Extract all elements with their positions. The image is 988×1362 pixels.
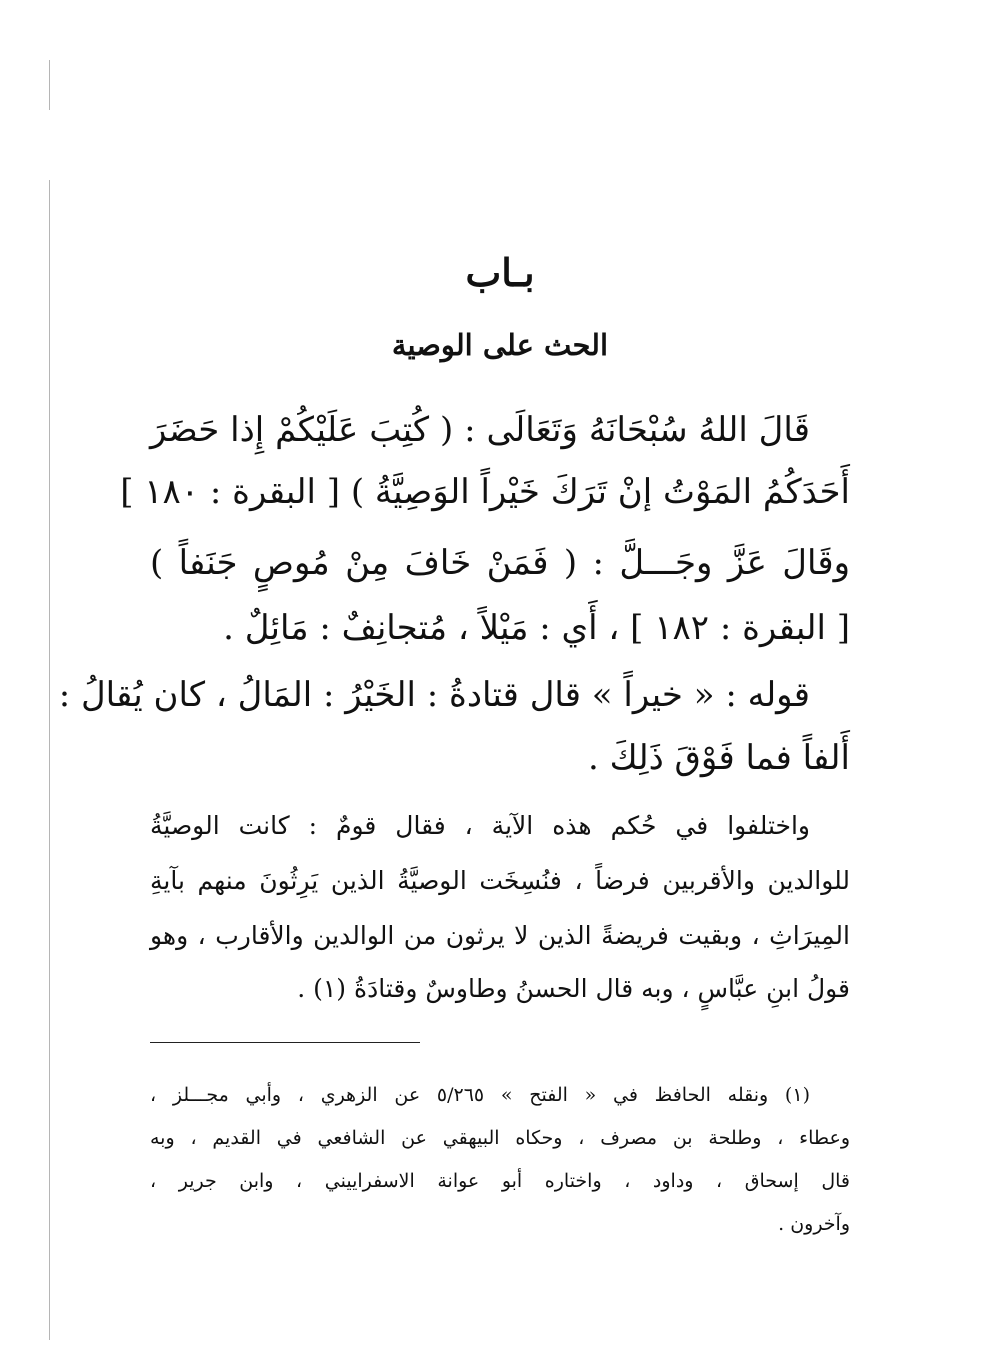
footnote-line: (١) ونقله الحافظ في « الفتح » ٥/٢٦٥ عن الزهري ، وأبي مجـــلز ،: [150, 1084, 810, 1106]
footnote-separator: [150, 1042, 420, 1043]
body-text-line: أَحَدَكُمُ المَوْتُ إنْ تَرَكَ خَيْراً الوَصِيَّةُ ) [ البقرة : ١٨٠ ]: [120, 472, 850, 512]
commentary-line: للوالدين والأقربين فرضاً ، فنُسِخَت الوصيَّةُ الذين يَرِثُونَ منهم بآيةِ: [150, 866, 850, 895]
body-text-line: قوله : « خيراً » قال قتادةُ : الخَيْرُ : المَالُ ، كان يُقالُ :: [58, 675, 810, 715]
page-edge-line-top: [49, 60, 50, 110]
commentary-line: المِيرَاثِ ، وبقيت فريضةً الذين لا يرثون من الوالدين والأقارب ، وهو: [150, 921, 850, 950]
commentary-line: قولُ ابنِ عبَّاسٍ ، وبه قال الحسنُ وطاوسٌ وقتادَةُ (١) .: [297, 974, 850, 1003]
chapter-title: الحث على الوصية: [391, 328, 609, 362]
commentary-line: واختلفوا في حُكم هذه الآية ، فقال قومٌ : كانت الوصيَّةُ: [150, 811, 810, 840]
footnote-line: قال إسحاق ، وداود ، واختاره أبو عوانة الاسفراييني ، وابن جرير ،: [150, 1170, 850, 1192]
footnote-line: وعطاء ، وطلحة بن مصرف ، وحكاه البيهقي عن الشافعي في القديم ، وبه: [150, 1127, 850, 1149]
body-text-line: [ البقرة : ١٨٢ ] ، أَي : مَيْلاً ، مُتجانِفٌ : مَائِلٌ .: [223, 608, 850, 648]
page-edge-line: [49, 180, 50, 1340]
footnote-line: وآخرون .: [778, 1213, 850, 1235]
body-text-line: وقَالَ عَزَّ وجَـــلَّ : ( فَمَنْ خَافَ مِنْ مُوصٍ جَنَفاً ): [150, 543, 850, 583]
chapter-label: بـاب: [465, 250, 535, 295]
body-text-line: أَلفاً فما فَوْقَ ذَلِكَ .: [587, 738, 850, 778]
body-text-line: قَالَ اللهُ سُبْحَانَهُ وَتَعَالَى : ( كُتِبَ عَلَيْكُمْ إِذا حَضَرَ: [150, 410, 810, 450]
book-page: [58, 0, 850, 1362]
